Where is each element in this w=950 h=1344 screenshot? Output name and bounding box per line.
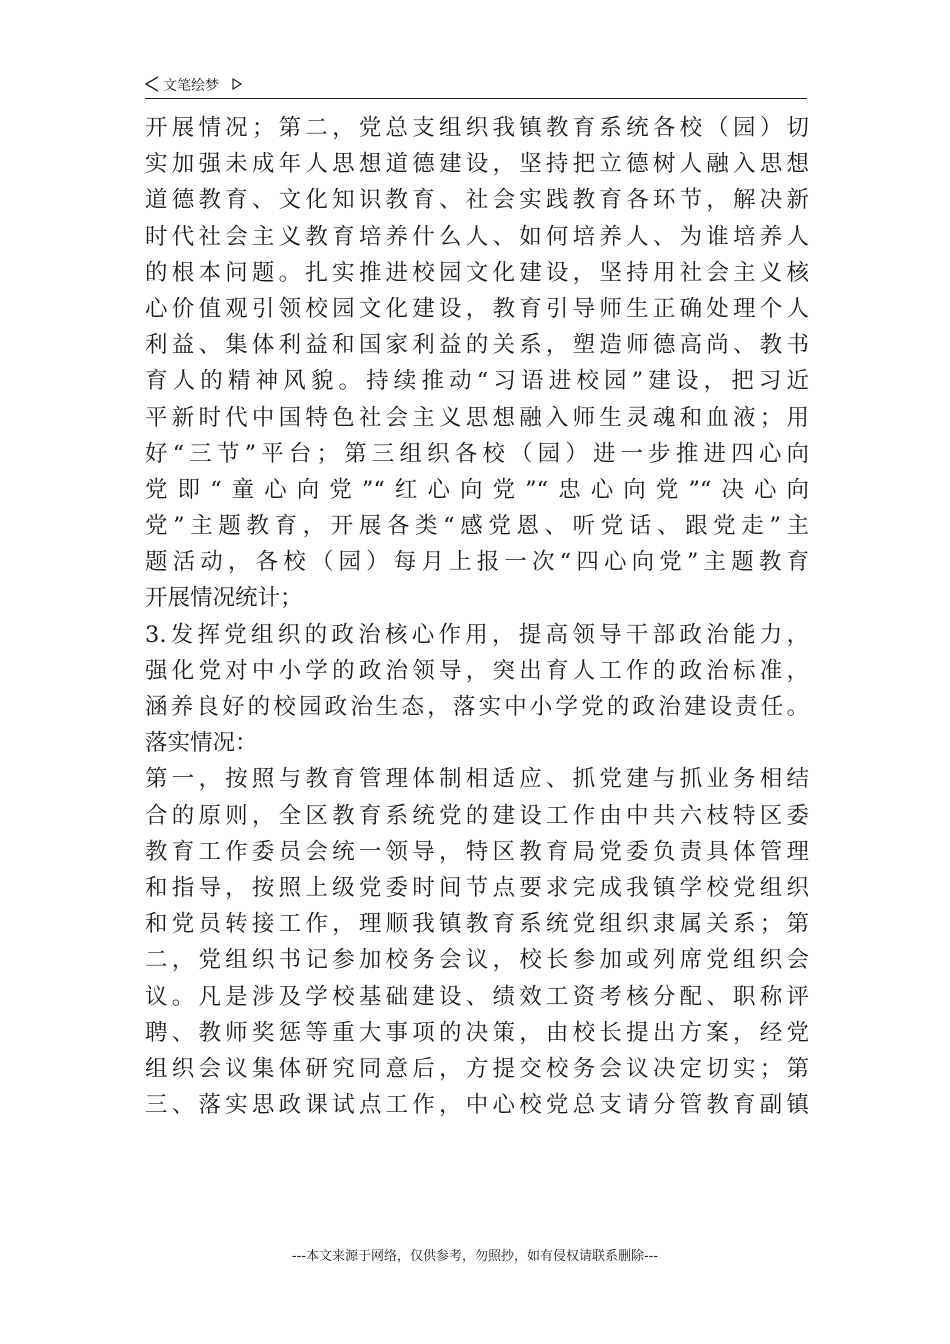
text-line: 利益、集体利益和国家利益的关系，塑造师德高尚、教书 — [145, 332, 809, 359]
text-line: 组织会议集体研究同意后，方提交校务会议决定切实；第 — [145, 1055, 809, 1082]
text-line: 第一，按照与教育管理体制相适应、抓党建与抓业务相结 — [145, 766, 809, 793]
text-line: 三、落实思政课试点工作，中心校党总支请分管教育副镇 — [145, 1092, 809, 1119]
page-header — [145, 72, 807, 99]
text-line: 育人的精神风貌。持续推动“习语进校园”建设，把习近 — [145, 368, 809, 395]
text-line: 和党员转接工作，理顺我镇教育系统党组织隶属关系；第 — [145, 911, 809, 938]
text-line: 平新时代中国特色社会主义思想融入师生灵魂和血液；用 — [145, 404, 809, 431]
text-line: 党”主题教育，开展各类“感党恩、听党话、跟党走”主 — [145, 513, 809, 540]
text-line: 落实情况： — [145, 730, 258, 757]
text-line: 好“三节”平台；第三组织各校（园）进一步推进四心向 — [145, 440, 809, 467]
text-line: 时代社会主义教育培养什么人、如何培养人、为谁培养人 — [145, 223, 809, 250]
text-line: 二，党组织书记参加校务会议，校长参加或列席党组织会 — [145, 947, 809, 974]
text-line: 聘、教师奖惩等重大事项的决策，由校长提出方案，经党 — [145, 1019, 809, 1046]
text-line: 教育工作委员会统一领导，特区教育局党委负责具体管理 — [145, 838, 809, 865]
text-line: 和指导，按照上级党委时间节点要求完成我镇学校党组织 — [145, 874, 809, 901]
text-line: 心价值观引领校园文化建设，教育引导师生正确处理个人 — [145, 295, 809, 322]
text-line: 合的原则，全区教育系统党的建设工作由中共六枝特区委 — [145, 802, 809, 829]
text-line: 党即“童心向党”“红心向党”“忠心向党”“决心向 — [145, 476, 809, 503]
text-line: 议。凡是涉及学校基础建设、绩效工资考核分配、职称评 — [145, 983, 809, 1010]
text-line: 3.发挥党组织的政治核心作用，提高领导干部政治能力， — [145, 621, 809, 648]
footer-notice: ---本文来源于网络，仅供参考，勿照抄，如有侵权请联系删除--- — [291, 1249, 659, 1264]
text-line: 的根本问题。扎实推进校园文化建设，坚持用社会主义核 — [145, 259, 809, 286]
triangle-right-icon — [232, 78, 242, 90]
text-line: 强化党对中小学的政治领导，突出育人工作的政治标准， — [145, 657, 809, 684]
text-line: 涵养良好的校园政治生态，落实中小学党的政治建设责任。 — [145, 694, 809, 720]
document-body — [145, 110, 809, 1123]
text-line: 开展情况统计； — [145, 585, 303, 612]
header-brand: 文笔绘梦 — [163, 78, 219, 94]
text-line: 开展情况；第二，党总支组织我镇教育系统各校（园）切 — [145, 115, 809, 141]
text-line: 道德教育、文化知识教育、社会实践教育各环节，解决新 — [145, 187, 809, 214]
text-line: 实加强未成年人思想道德建设，坚持把立德树人融入思想 — [145, 151, 809, 178]
triangle-left-icon — [145, 76, 159, 92]
text-line: 题活动，各校（园）每月上报一次“四心向党”主题教育 — [145, 549, 809, 576]
